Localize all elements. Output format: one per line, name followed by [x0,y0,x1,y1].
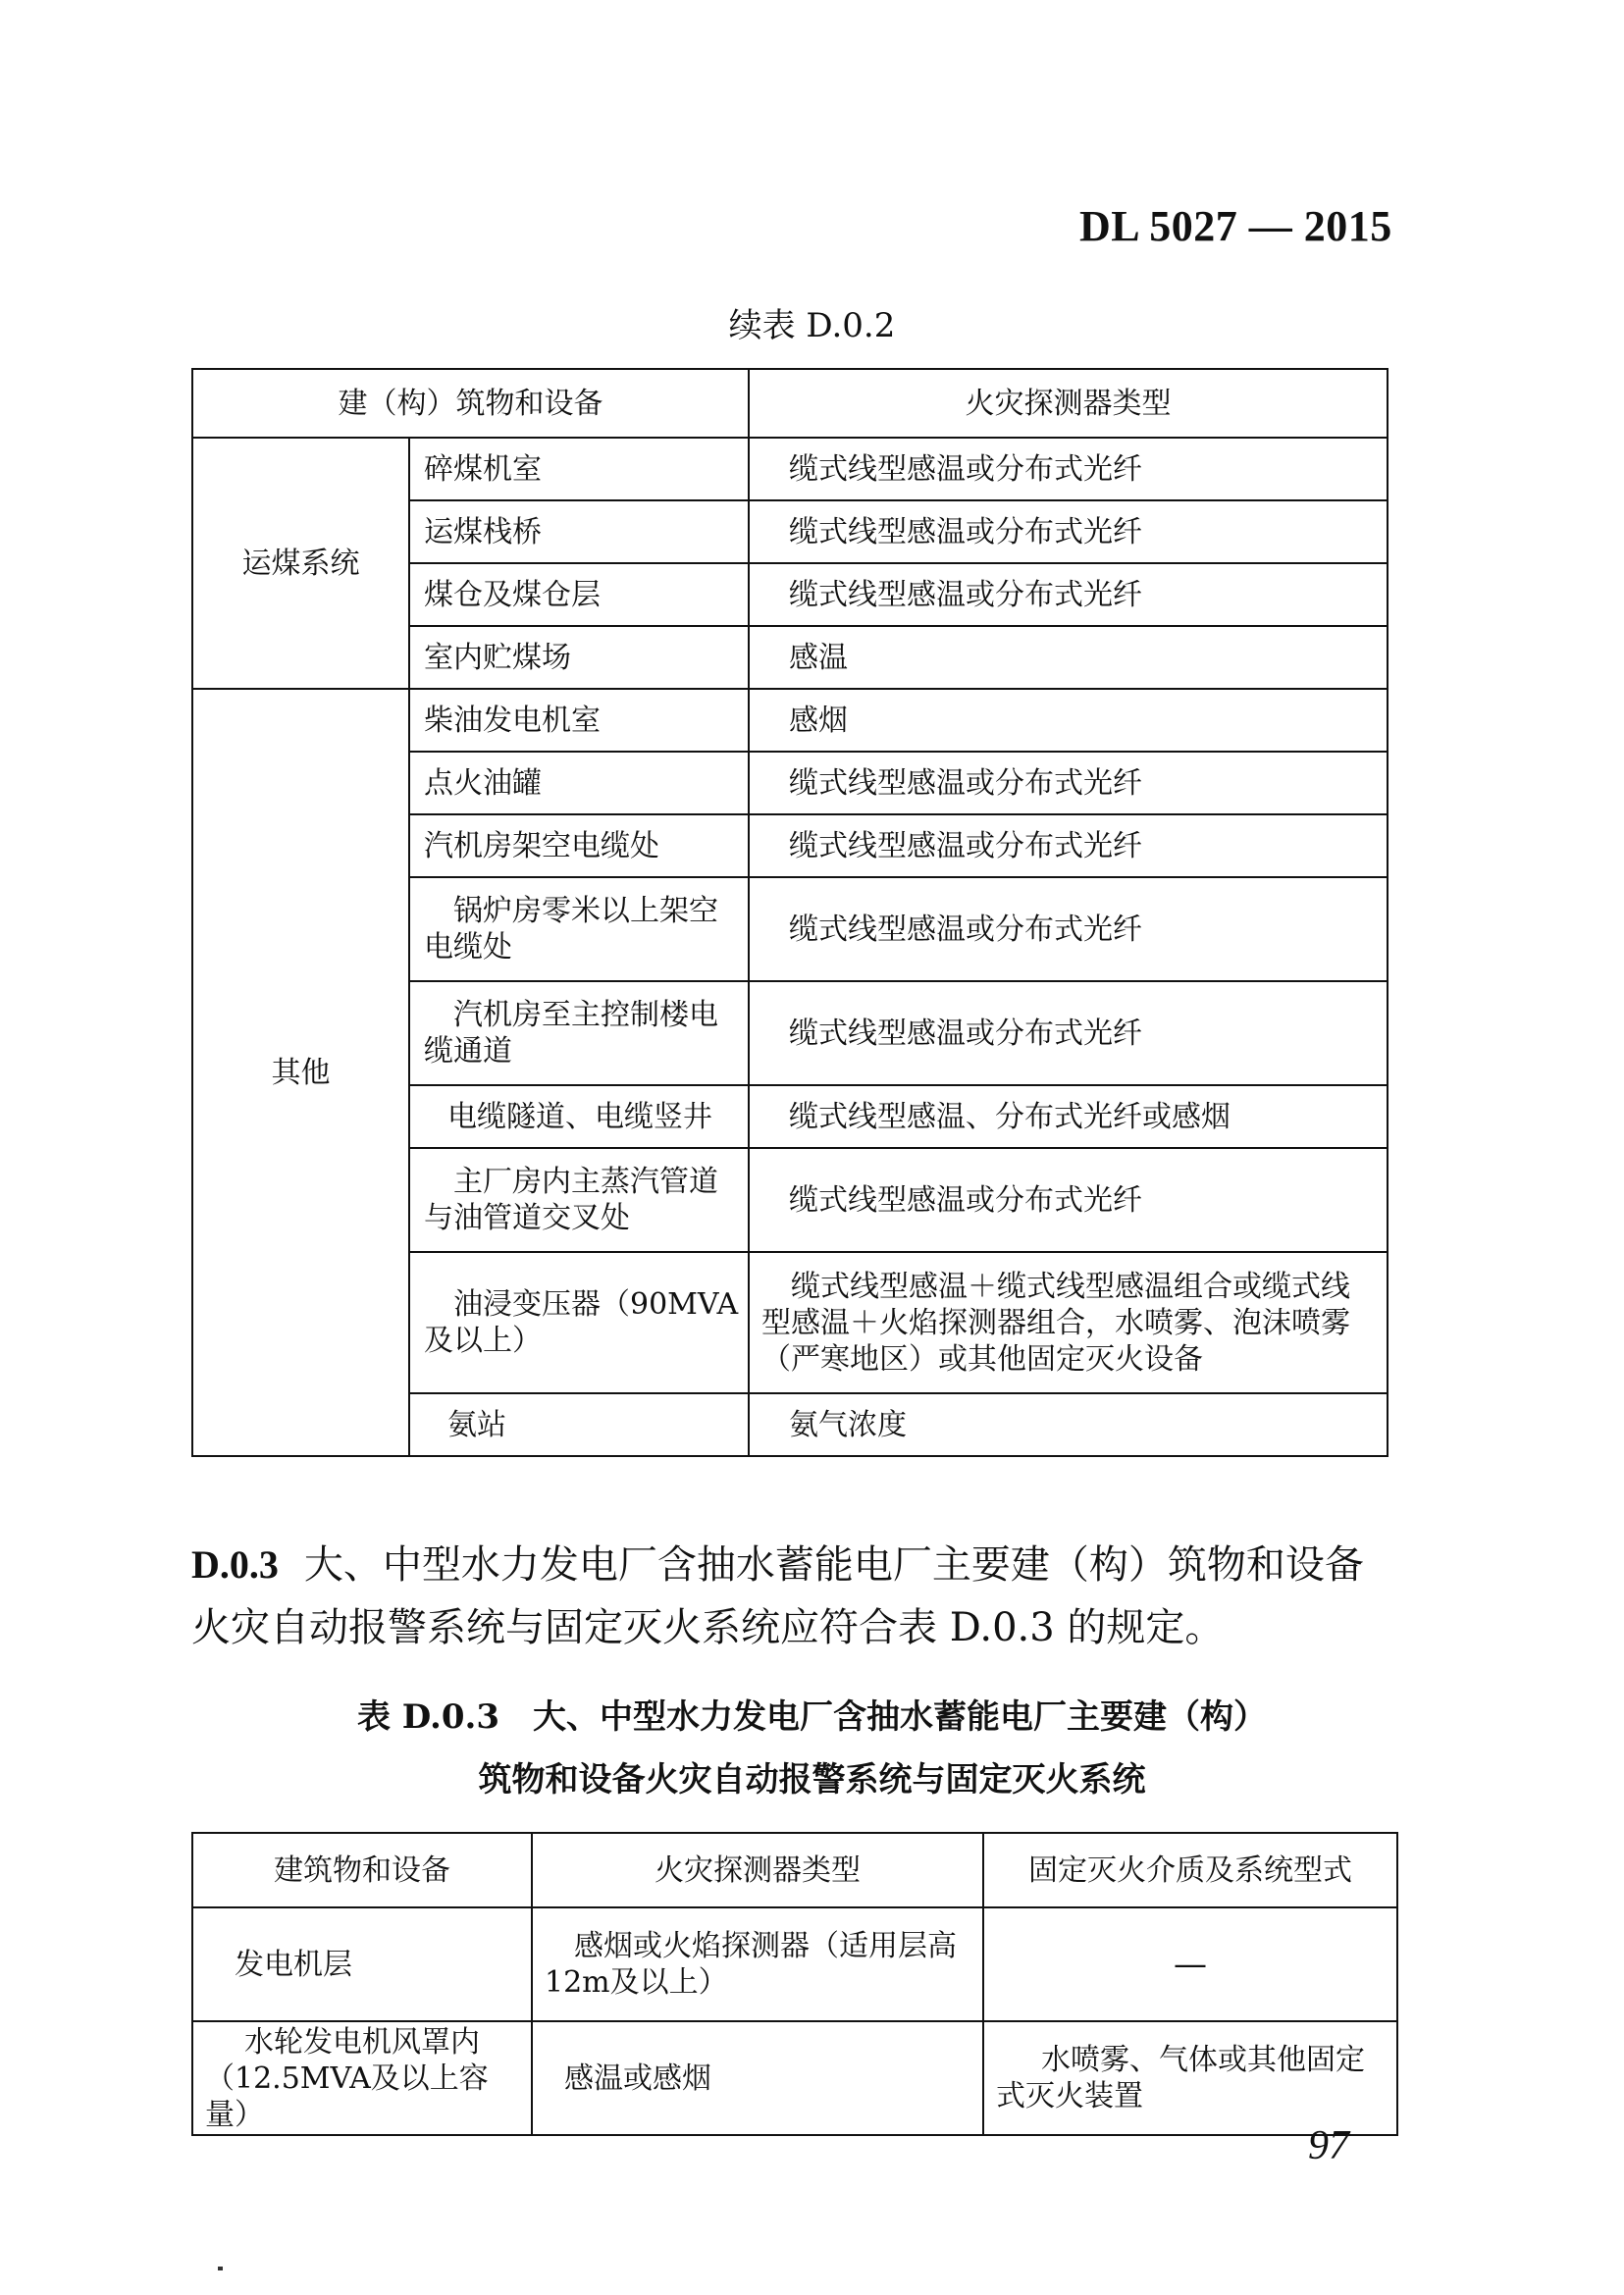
row-item: 发电机层 [192,1907,532,2021]
group-other: 其他 [192,689,409,1456]
header-extinguishing: 固定灭火介质及系统型式 [983,1833,1397,1907]
row-item: 柴油发电机室 [409,689,749,752]
row-extinguishing-text: 水喷雾、气体或其他固定式灭火装置 [996,2043,1365,2113]
scan-speck [218,2267,223,2270]
row-detector [749,1252,1388,1393]
row-detector: 缆式线型感温、分布式光纤或感烟 [749,1085,1388,1148]
table-header-row [192,369,1388,438]
section-number: D.0.3 [191,1542,279,1587]
row-item [409,1252,749,1393]
table-d03 [191,1832,1398,2136]
row-extinguishing: — [983,1907,1397,2021]
row-detector-text: 感烟或火焰探测器（适用层高12m及以上） [545,1929,957,2000]
header-detector: 火灾探测器类型 [532,1833,983,1907]
row-detector: 缆式线型感温或分布式光纤 [749,1148,1388,1252]
row-detector: 缆式线型感温或分布式光纤 [749,563,1388,626]
row-detector: 缆式线型感温或分布式光纤 [749,438,1388,500]
header-building: 建筑物和设备 [192,1833,532,1907]
table-header-row [192,1833,1397,1907]
table-row [192,438,1388,500]
row-item-text: 水轮发电机风罩内（12.5MVA及以上容量） [205,2024,489,2132]
table-row [192,1907,1397,2021]
row-item-text: 主厂房内主蒸汽管道与油管道交叉处 [424,1165,718,1235]
standard-code: DL 5027 — 2015 [1079,202,1392,250]
header-detector: 火灾探测器类型 [749,369,1388,438]
table-d02 [191,368,1388,1457]
row-item: 煤仓及煤仓层 [409,563,749,626]
row-detector: 缆式线型感温或分布式光纤 [749,500,1388,563]
row-item [192,2021,532,2135]
row-item: 汽机房架空电缆处 [409,814,749,877]
table-row [192,2021,1397,2135]
row-detector: 氨气浓度 [749,1393,1388,1456]
row-detector: 感烟 [749,689,1388,752]
table-d03-caption-line2: 筑物和设备火灾自动报警系统与固定灭火系统 [478,1760,1146,1799]
row-item: 氨站 [409,1393,749,1456]
section-d03 [191,1534,1393,1659]
row-detector [532,1907,983,2021]
table-row [192,689,1388,752]
row-item: 室内贮煤场 [409,626,749,689]
row-item [409,877,749,981]
row-extinguishing [983,2021,1397,2135]
row-item: 碎煤机室 [409,438,749,500]
row-item: 运煤栈桥 [409,500,749,563]
group-coal-transport: 运煤系统 [192,438,409,689]
row-item [409,981,749,1085]
row-item-text: 汽机房至主控制楼电缆通道 [424,998,718,1069]
section-text: 大、中型水力发电厂含抽水蓄能电厂主要建（构）筑物和设备火灾自动报警系统与固定灭火系统应符合表 D.0.3 的规定。 [191,1542,1364,1650]
row-detector-text: 缆式线型感温＋缆式线型感温组合或缆式线型感温＋火焰探测器组合，水喷雾、泡沫喷雾（严寒地区）或其他固定灭火设备 [761,1269,1350,1377]
row-detector: 缆式线型感温或分布式光纤 [749,814,1388,877]
table-d02-title: 续表 D.0.2 [728,306,896,345]
row-item-text: 油浸变压器（90MVA及以上） [424,1287,739,1358]
page-number: 97 [1308,2123,1349,2168]
row-item: 点火油罐 [409,752,749,814]
row-item: 电缆隧道、电缆竖井 [409,1085,749,1148]
row-detector: 缆式线型感温或分布式光纤 [749,877,1388,981]
row-detector: 感温或感烟 [532,2021,983,2135]
row-detector: 缆式线型感温或分布式光纤 [749,752,1388,814]
row-detector: 感温 [749,626,1388,689]
row-detector: 缆式线型感温或分布式光纤 [749,981,1388,1085]
header-building: 建（构）筑物和设备 [192,369,749,438]
row-item-text: 锅炉房零米以上架空电缆处 [424,894,718,965]
row-item [409,1148,749,1252]
table-d03-caption-line1: 表 D.0.3 大、中型水力发电厂含抽水蓄能电厂主要建（构） [356,1697,1268,1737]
